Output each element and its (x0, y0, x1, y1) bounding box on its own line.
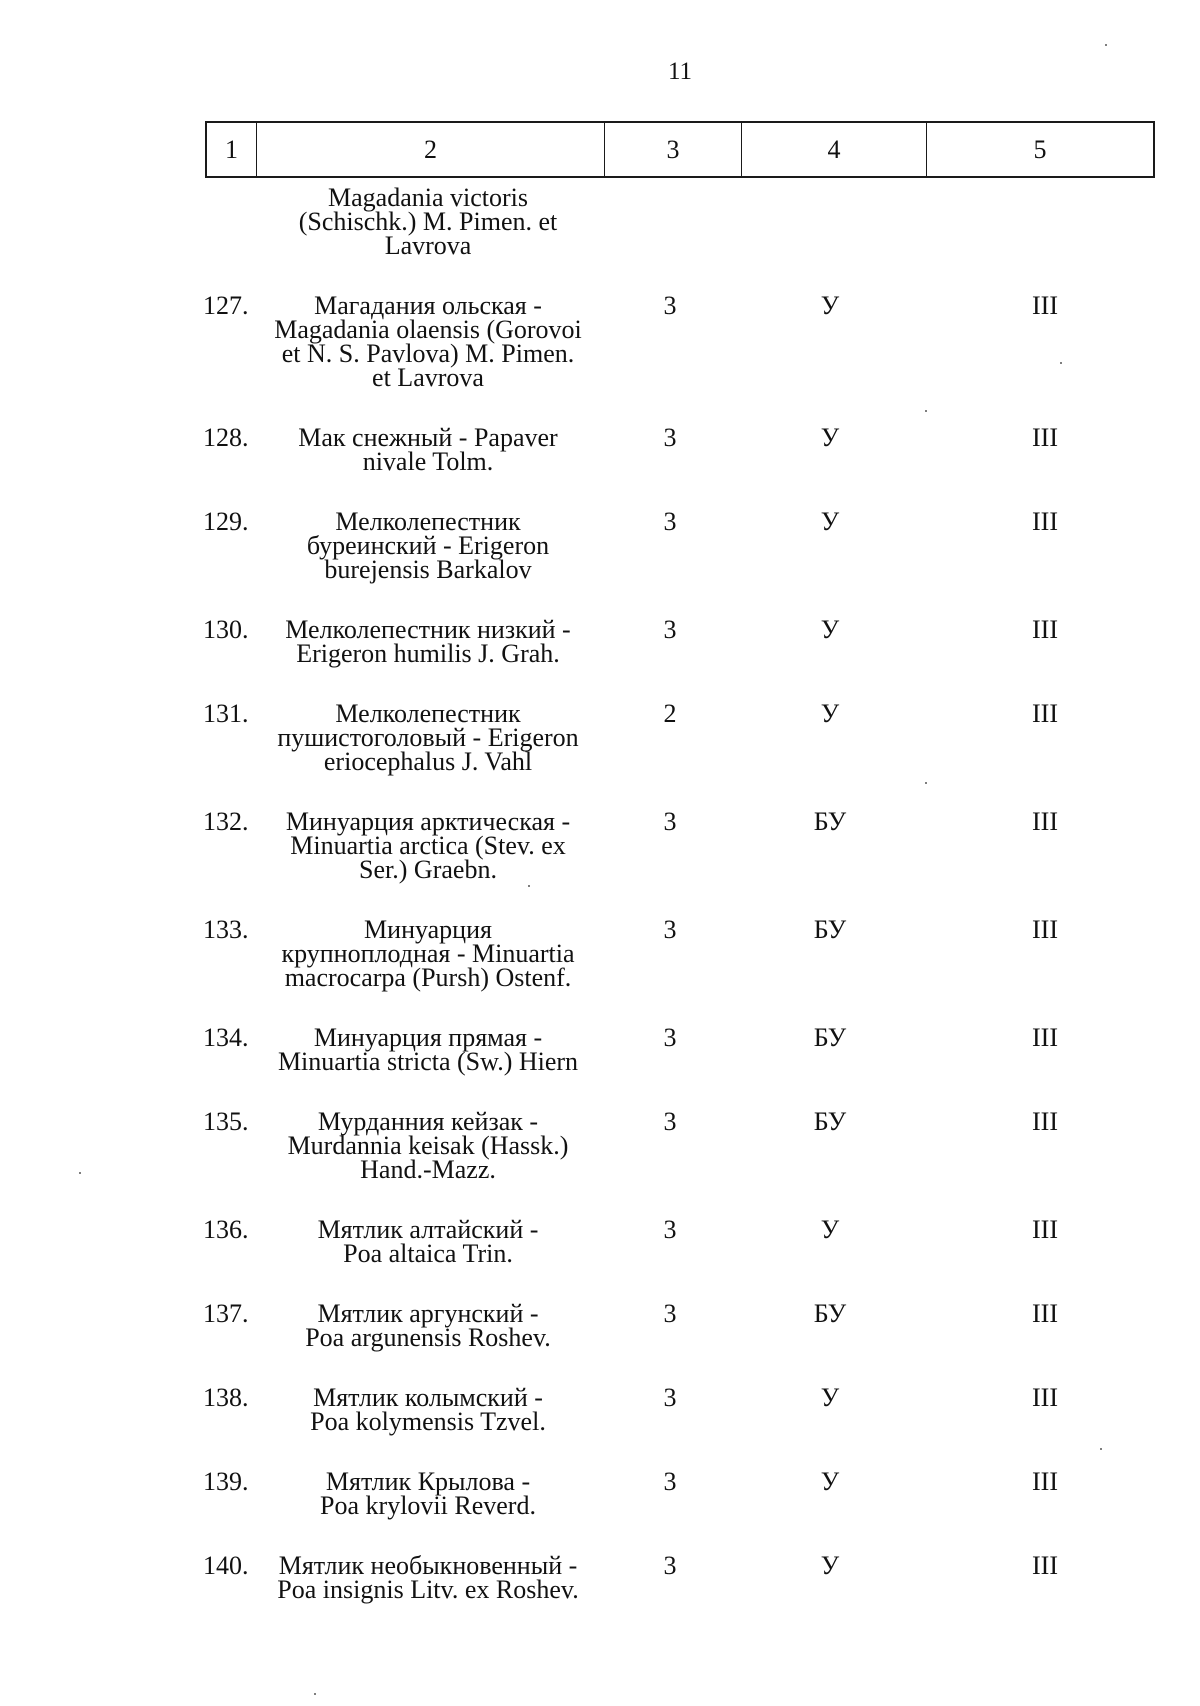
status-value: У (820, 1551, 840, 1580)
table-row (0, 1467, 1200, 1520)
species-name-line: Мурданния кейзак - (317, 1107, 539, 1136)
species-name-line: Минуарция прямая - (313, 1023, 543, 1052)
species-name-line: Magadania victoris (328, 183, 528, 212)
species-name (255, 423, 601, 476)
entry-number: 133. (203, 915, 249, 944)
table-row (0, 507, 1200, 584)
species-name (255, 699, 601, 776)
species-name-line: Minuartia arctica (Stev. ex (290, 831, 566, 860)
species-list (0, 183, 1200, 1638)
column-header-3: 3 (605, 123, 742, 176)
entry-number: 129. (203, 507, 249, 536)
category-value: 3 (663, 1551, 677, 1580)
continuation-row (0, 183, 1200, 260)
species-name-line: et Lavrova (372, 363, 484, 392)
species-name-line: Poa argunensis Roshev. (305, 1323, 551, 1352)
category-value: 3 (663, 291, 677, 320)
species-name-line: nivale Tolm. (362, 447, 494, 476)
status-value: У (820, 1383, 840, 1412)
group-value: III (1032, 915, 1058, 944)
status-value: БУ (813, 915, 847, 944)
status-value: У (820, 1467, 840, 1496)
table-row (0, 1107, 1200, 1184)
species-name-line: Magadania olaensis (Gorovoi (274, 315, 582, 344)
status-value: У (820, 423, 840, 452)
species-name-line: Lavrova (384, 231, 472, 260)
species-name-line: Murdannia keisak (Hassk.) (287, 1131, 569, 1160)
species-name (255, 291, 601, 392)
species-name-line: Poa kolymensis Tzvel. (310, 1407, 546, 1436)
entry-number: 132. (203, 807, 249, 836)
species-name-line: буреинский - Erigeron (306, 531, 550, 560)
group-value: III (1032, 807, 1058, 836)
status-value: БУ (813, 1299, 847, 1328)
status-value: У (820, 1215, 840, 1244)
table-row (0, 699, 1200, 776)
entry-number: 135. (203, 1107, 249, 1136)
column-header-row (205, 121, 1155, 178)
entry-number: 138. (203, 1383, 249, 1412)
species-name-line: Мятлик необыкновенный - (278, 1551, 578, 1580)
column-header-2: 2 (257, 123, 605, 176)
status-value: У (820, 615, 840, 644)
group-value: III (1032, 1551, 1058, 1580)
category-value: 3 (663, 1107, 677, 1136)
table-row (0, 807, 1200, 884)
species-name (255, 1107, 601, 1184)
category-value: 3 (663, 1023, 677, 1052)
species-name-line: Мелколепестник (335, 507, 521, 536)
species-name-line: Магадания ольская - (314, 291, 542, 320)
category-value: 3 (663, 807, 677, 836)
entry-number: 131. (203, 699, 249, 728)
species-name-line: Мятлик аргунский - (317, 1299, 539, 1328)
table-row (0, 1299, 1200, 1352)
species-name (255, 915, 601, 992)
status-value: У (820, 699, 840, 728)
group-value: III (1032, 1215, 1058, 1244)
species-name-line: Poa krylovii Reverd. (320, 1491, 536, 1520)
entry-number: 127. (203, 291, 249, 320)
species-name-line: Мак снежный - Papaver (298, 423, 558, 452)
category-value: 3 (663, 915, 677, 944)
species-name (255, 1299, 601, 1352)
species-name (255, 1215, 601, 1268)
species-name-line: Мелколепестник (335, 699, 521, 728)
species-name (255, 1383, 601, 1436)
status-value: У (820, 291, 840, 320)
group-value: III (1032, 291, 1058, 320)
species-name-line: Мелколепестник низкий - (285, 615, 571, 644)
species-name-line: macrocarpa (Pursh) Ostenf. (284, 963, 572, 992)
species-name-line: крупноплодная - Minuartia (281, 939, 575, 968)
species-name (255, 507, 601, 584)
species-name-line: пушистоголовый - Erigeron (277, 723, 579, 752)
category-value: 2 (663, 699, 677, 728)
species-name (255, 1551, 601, 1604)
group-value: III (1032, 615, 1058, 644)
column-header-1: 1 (207, 123, 257, 176)
entry-number: 139. (203, 1467, 249, 1496)
species-name-line: burejensis Barkalov (324, 555, 532, 584)
species-name-line: Минуарция арктическая - (285, 807, 571, 836)
species-name-line: Poa altaica Trin. (343, 1239, 513, 1268)
column-header-4: 4 (742, 123, 927, 176)
page-number: 11 (667, 58, 693, 85)
table-row (0, 423, 1200, 476)
entry-number: 137. (203, 1299, 249, 1328)
category-value: 3 (663, 615, 677, 644)
entry-number: 140. (203, 1551, 249, 1580)
species-name (255, 1023, 601, 1076)
entry-number: 136. (203, 1215, 249, 1244)
status-value: БУ (813, 807, 847, 836)
status-value: БУ (813, 1023, 847, 1052)
entry-number: 130. (203, 615, 249, 644)
entry-number: 134. (203, 1023, 249, 1052)
category-value: 3 (663, 1383, 677, 1412)
group-value: III (1032, 1383, 1058, 1412)
group-value: III (1032, 1467, 1058, 1496)
species-name-line: eriocephalus J. Vahl (323, 747, 533, 776)
species-name-line: Erigeron humilis J. Grah. (296, 639, 560, 668)
group-value: III (1032, 1023, 1058, 1052)
category-value: 3 (663, 1467, 677, 1496)
group-value: III (1032, 423, 1058, 452)
species-name (255, 807, 601, 884)
group-value: III (1032, 1107, 1058, 1136)
species-name-line: Минуарция (364, 915, 492, 944)
category-value: 3 (663, 507, 677, 536)
species-name-line: Мятлик алтайский - (317, 1215, 539, 1244)
species-name-line: Ser.) Graebn. (359, 855, 497, 884)
group-value: III (1032, 699, 1058, 728)
species-name (255, 1467, 601, 1520)
status-value: БУ (813, 1107, 847, 1136)
table-row (0, 615, 1200, 668)
species-name (255, 615, 601, 668)
status-value: У (820, 507, 840, 536)
species-name (255, 183, 601, 260)
table-row (0, 291, 1200, 392)
group-value: III (1032, 1299, 1058, 1328)
species-name-line: Мятлик Крылова - (325, 1467, 531, 1496)
entry-number: 128. (203, 423, 249, 452)
table-row (0, 1383, 1200, 1436)
column-header-5: 5 (1033, 134, 1047, 164)
category-value: 3 (663, 1299, 677, 1328)
table-row (0, 915, 1200, 992)
group-value: III (1032, 507, 1058, 536)
species-name-line: Poa insignis Litv. ex Roshev. (277, 1575, 579, 1604)
species-name-line: Minuartia stricta (Sw.) Hiern (277, 1047, 579, 1076)
species-name-line: (Schischk.) M. Pimen. et (298, 207, 558, 236)
category-value: 3 (663, 1215, 677, 1244)
table-row (0, 1215, 1200, 1268)
species-name-line: et N. S. Pavlova) M. Pimen. (281, 339, 575, 368)
species-name-line: Hand.-Mazz. (360, 1155, 496, 1184)
species-name-line: Мятлик колымский - (313, 1383, 543, 1412)
table-row (0, 1551, 1200, 1604)
table-row (0, 1023, 1200, 1076)
category-value: 3 (663, 423, 677, 452)
